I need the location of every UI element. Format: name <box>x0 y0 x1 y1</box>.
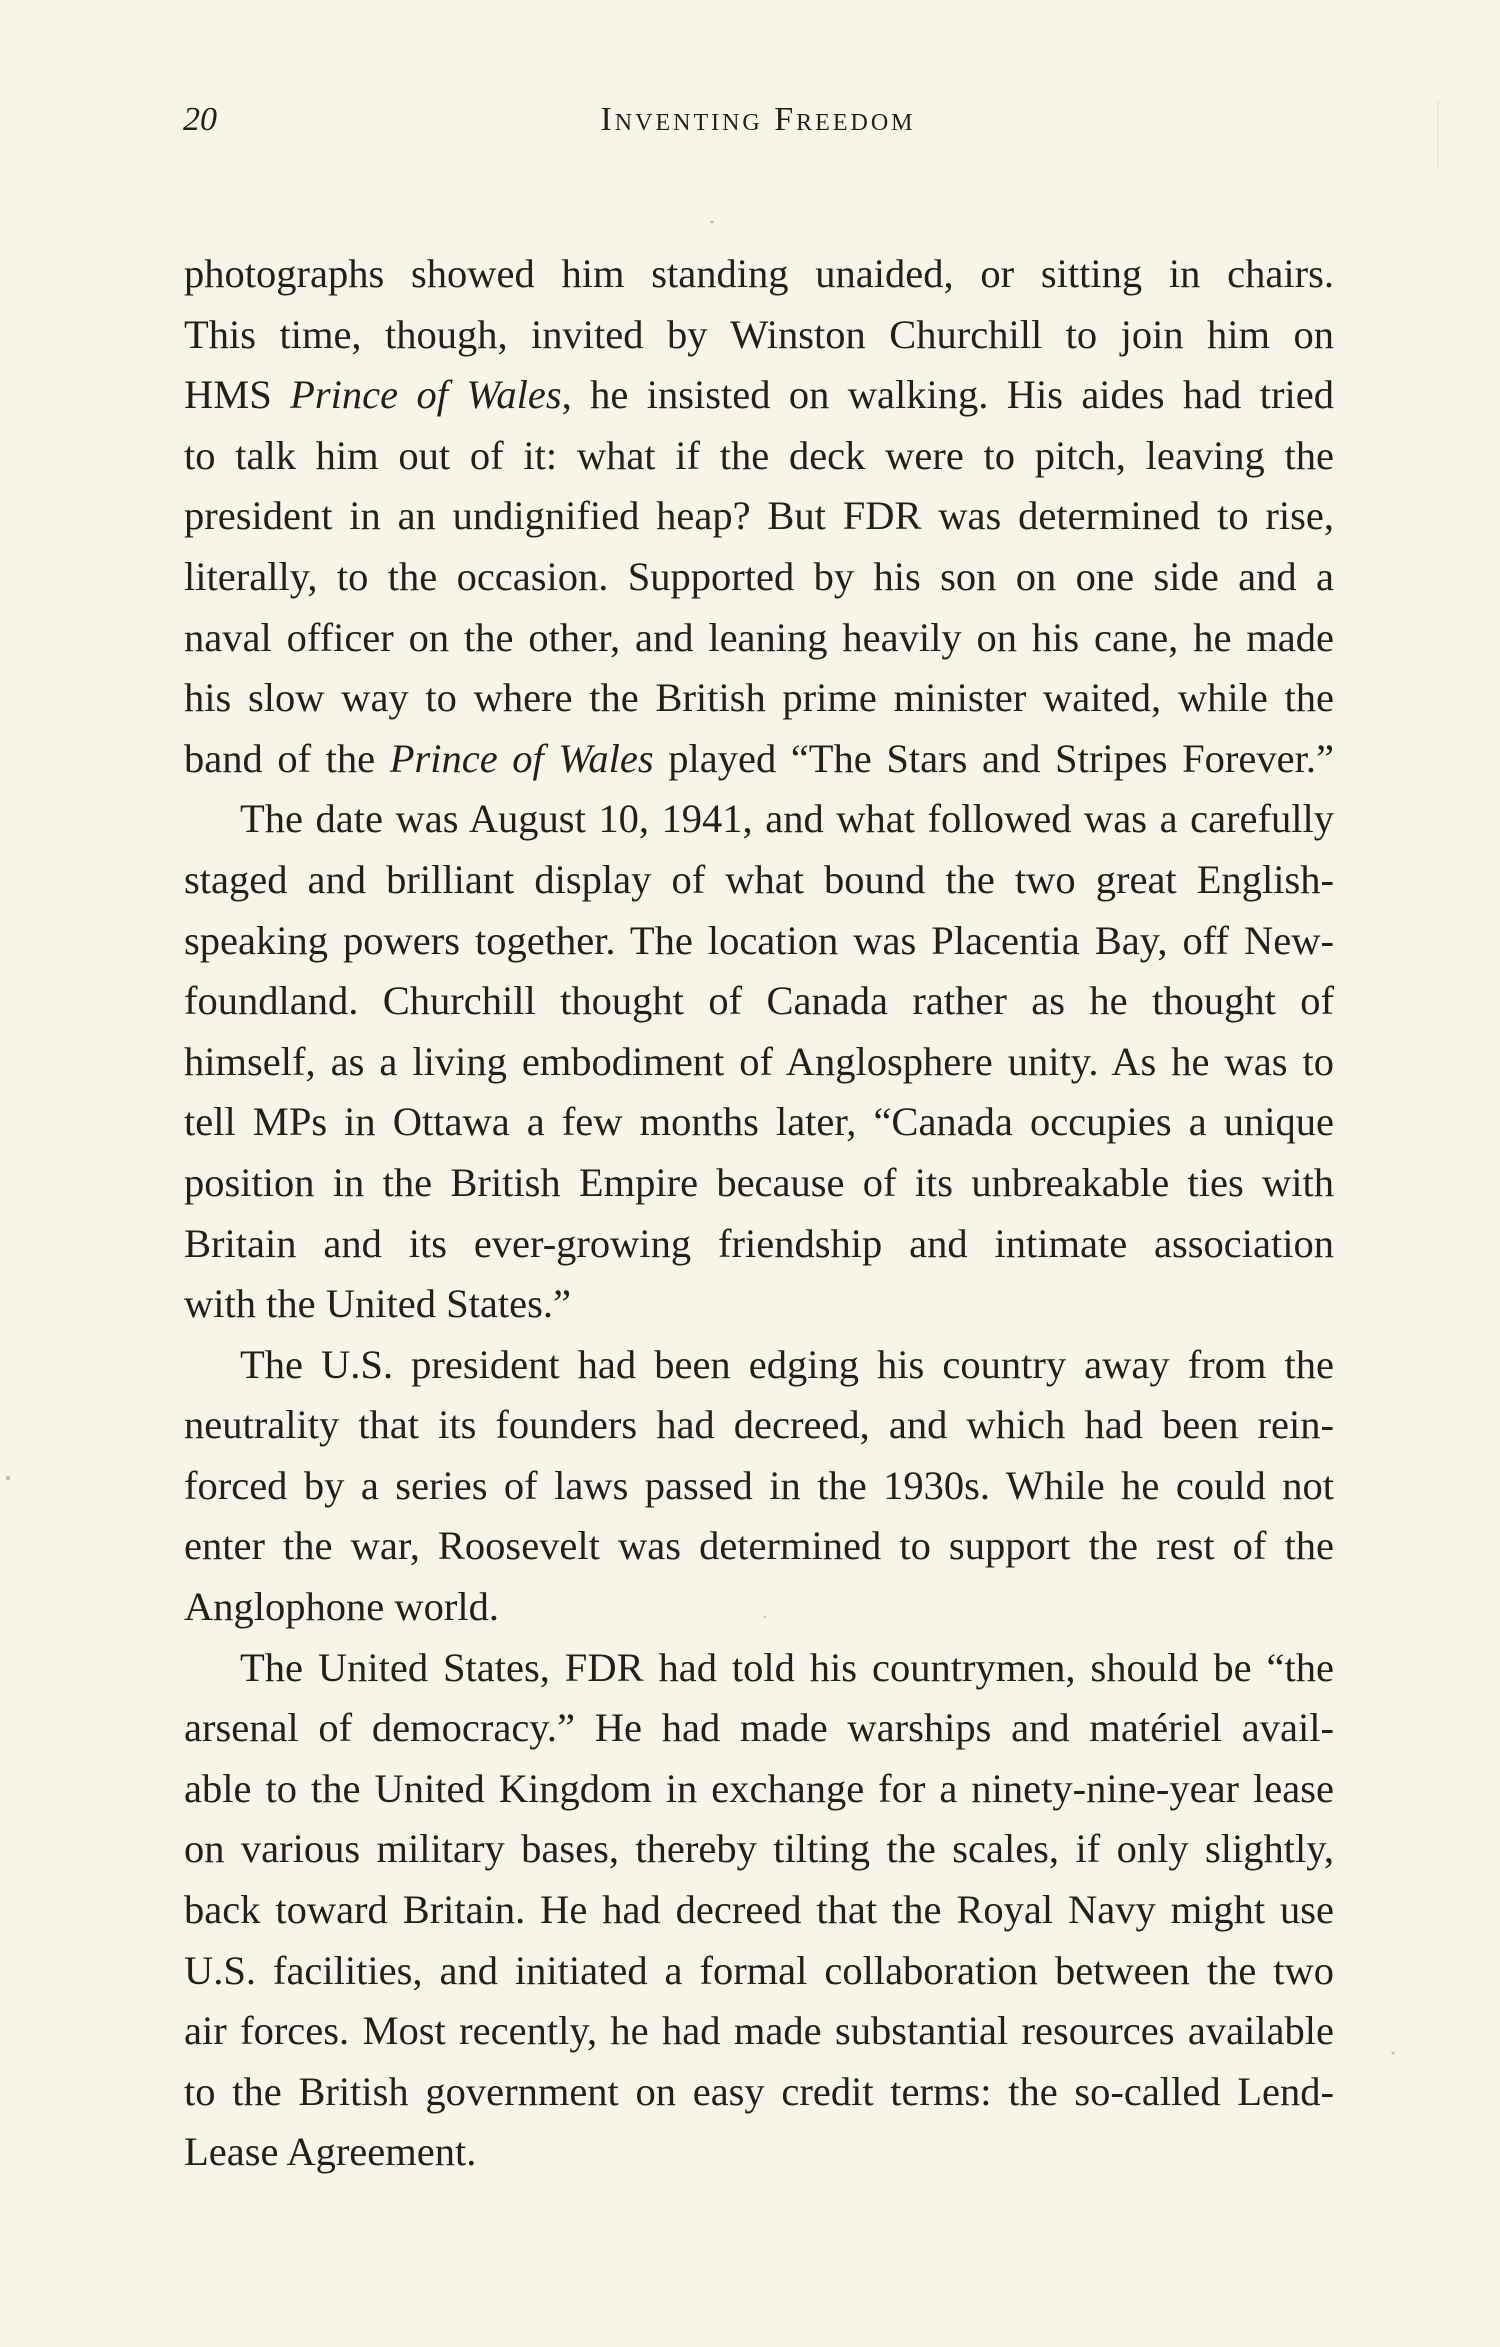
text-run: speaking powers together. The location was Placentia Bay, off New- <box>184 917 1334 963</box>
text-run: tell MPs in Ottawa a few months later, “Canada occupies a unique <box>184 1099 1334 1145</box>
text-run: his slow way to where the British prime minister waited, while the <box>184 675 1334 721</box>
text-run: HMS <box>184 372 291 418</box>
text-run: Britain and its ever-growing friendship and intimate association <box>184 1220 1334 1266</box>
text-run: The United States, FDR had told his countrymen, should be “the <box>240 1644 1334 1690</box>
text-run: arsenal of democracy.” He had made warships and matériel avail- <box>184 1705 1334 1751</box>
ship-name-italic: Prince of Wales <box>389 735 654 781</box>
text-run: position in the British Empire because of its unbreakable ties with <box>184 1159 1334 1205</box>
text-run: literally, to the occasion. Supported by his son on one side and a <box>184 553 1334 599</box>
text-run: U.S. facilities, and initiated a formal collaboration between the two <box>184 1947 1334 1993</box>
dust-speck <box>1391 2051 1394 2054</box>
text-run: band of the <box>184 735 390 781</box>
text-run: air forces. Most recently, he had made substantial resources available <box>184 2008 1334 2054</box>
text-run: played “The Stars and Stripes Forever.” <box>653 735 1334 781</box>
text-run: on various military bases, thereby tilting the scales, if only slightly, <box>184 1826 1334 1872</box>
text-run: president in an undignified heap? But FDR was determined to rise, <box>184 493 1334 539</box>
ship-name-italic: Prince of Wales <box>290 372 562 418</box>
text-run: forced by a series of laws passed in the 1930s. While he could not <box>184 1462 1334 1508</box>
book-title: Inventing Freedom <box>600 101 916 138</box>
text-run: The date was August 10, 1941, and what followed was a carefully <box>240 796 1334 842</box>
text-run: naval officer on the other, and leaning heavily on his cane, he made <box>184 614 1334 660</box>
text-run: Lease Agreement. <box>184 2129 477 2175</box>
text-run: to the British government on easy credit terms: the so-called Lend- <box>184 2068 1334 2114</box>
text-run: himself, as a living embodiment of Anglosphere unity. As he was to <box>184 1038 1334 1084</box>
text-run: Anglophone world. <box>184 1584 499 1630</box>
text-run: able to the United Kingdom in exchange for a ninety-nine-year lease <box>184 1765 1334 1811</box>
text-run: enter the war, Roosevelt was determined to support the rest of the <box>184 1523 1334 1569</box>
text-run: The U.S. president had been edging his country away from the <box>240 1341 1334 1387</box>
page-number: 20 <box>183 101 217 138</box>
text-run: photographs showed him standing unaided, or sitting in chairs. <box>184 251 1334 296</box>
text-run: , he insisted on walking. His aides had tried <box>561 372 1334 418</box>
dust-speck <box>710 220 713 223</box>
text-run: to talk him out of it: what if the deck were to pitch, leaving the <box>184 432 1334 478</box>
text-run: foundland. Churchill thought of Canada rather as he thought of <box>184 978 1334 1024</box>
dust-speck <box>764 1616 767 1619</box>
text-run: back toward Britain. He had decreed that the Royal Navy might use <box>184 1887 1334 1933</box>
text-run: staged and brilliant display of what bound the two great English- <box>184 856 1334 902</box>
text-run: This time, though, invited by Winston Churchill to join him on <box>184 311 1334 357</box>
dust-speck <box>6 1476 10 1480</box>
text-run: with the United States.” <box>184 1281 571 1327</box>
text-run: neutrality that its founders had decreed, and which had been rein- <box>184 1402 1334 1448</box>
